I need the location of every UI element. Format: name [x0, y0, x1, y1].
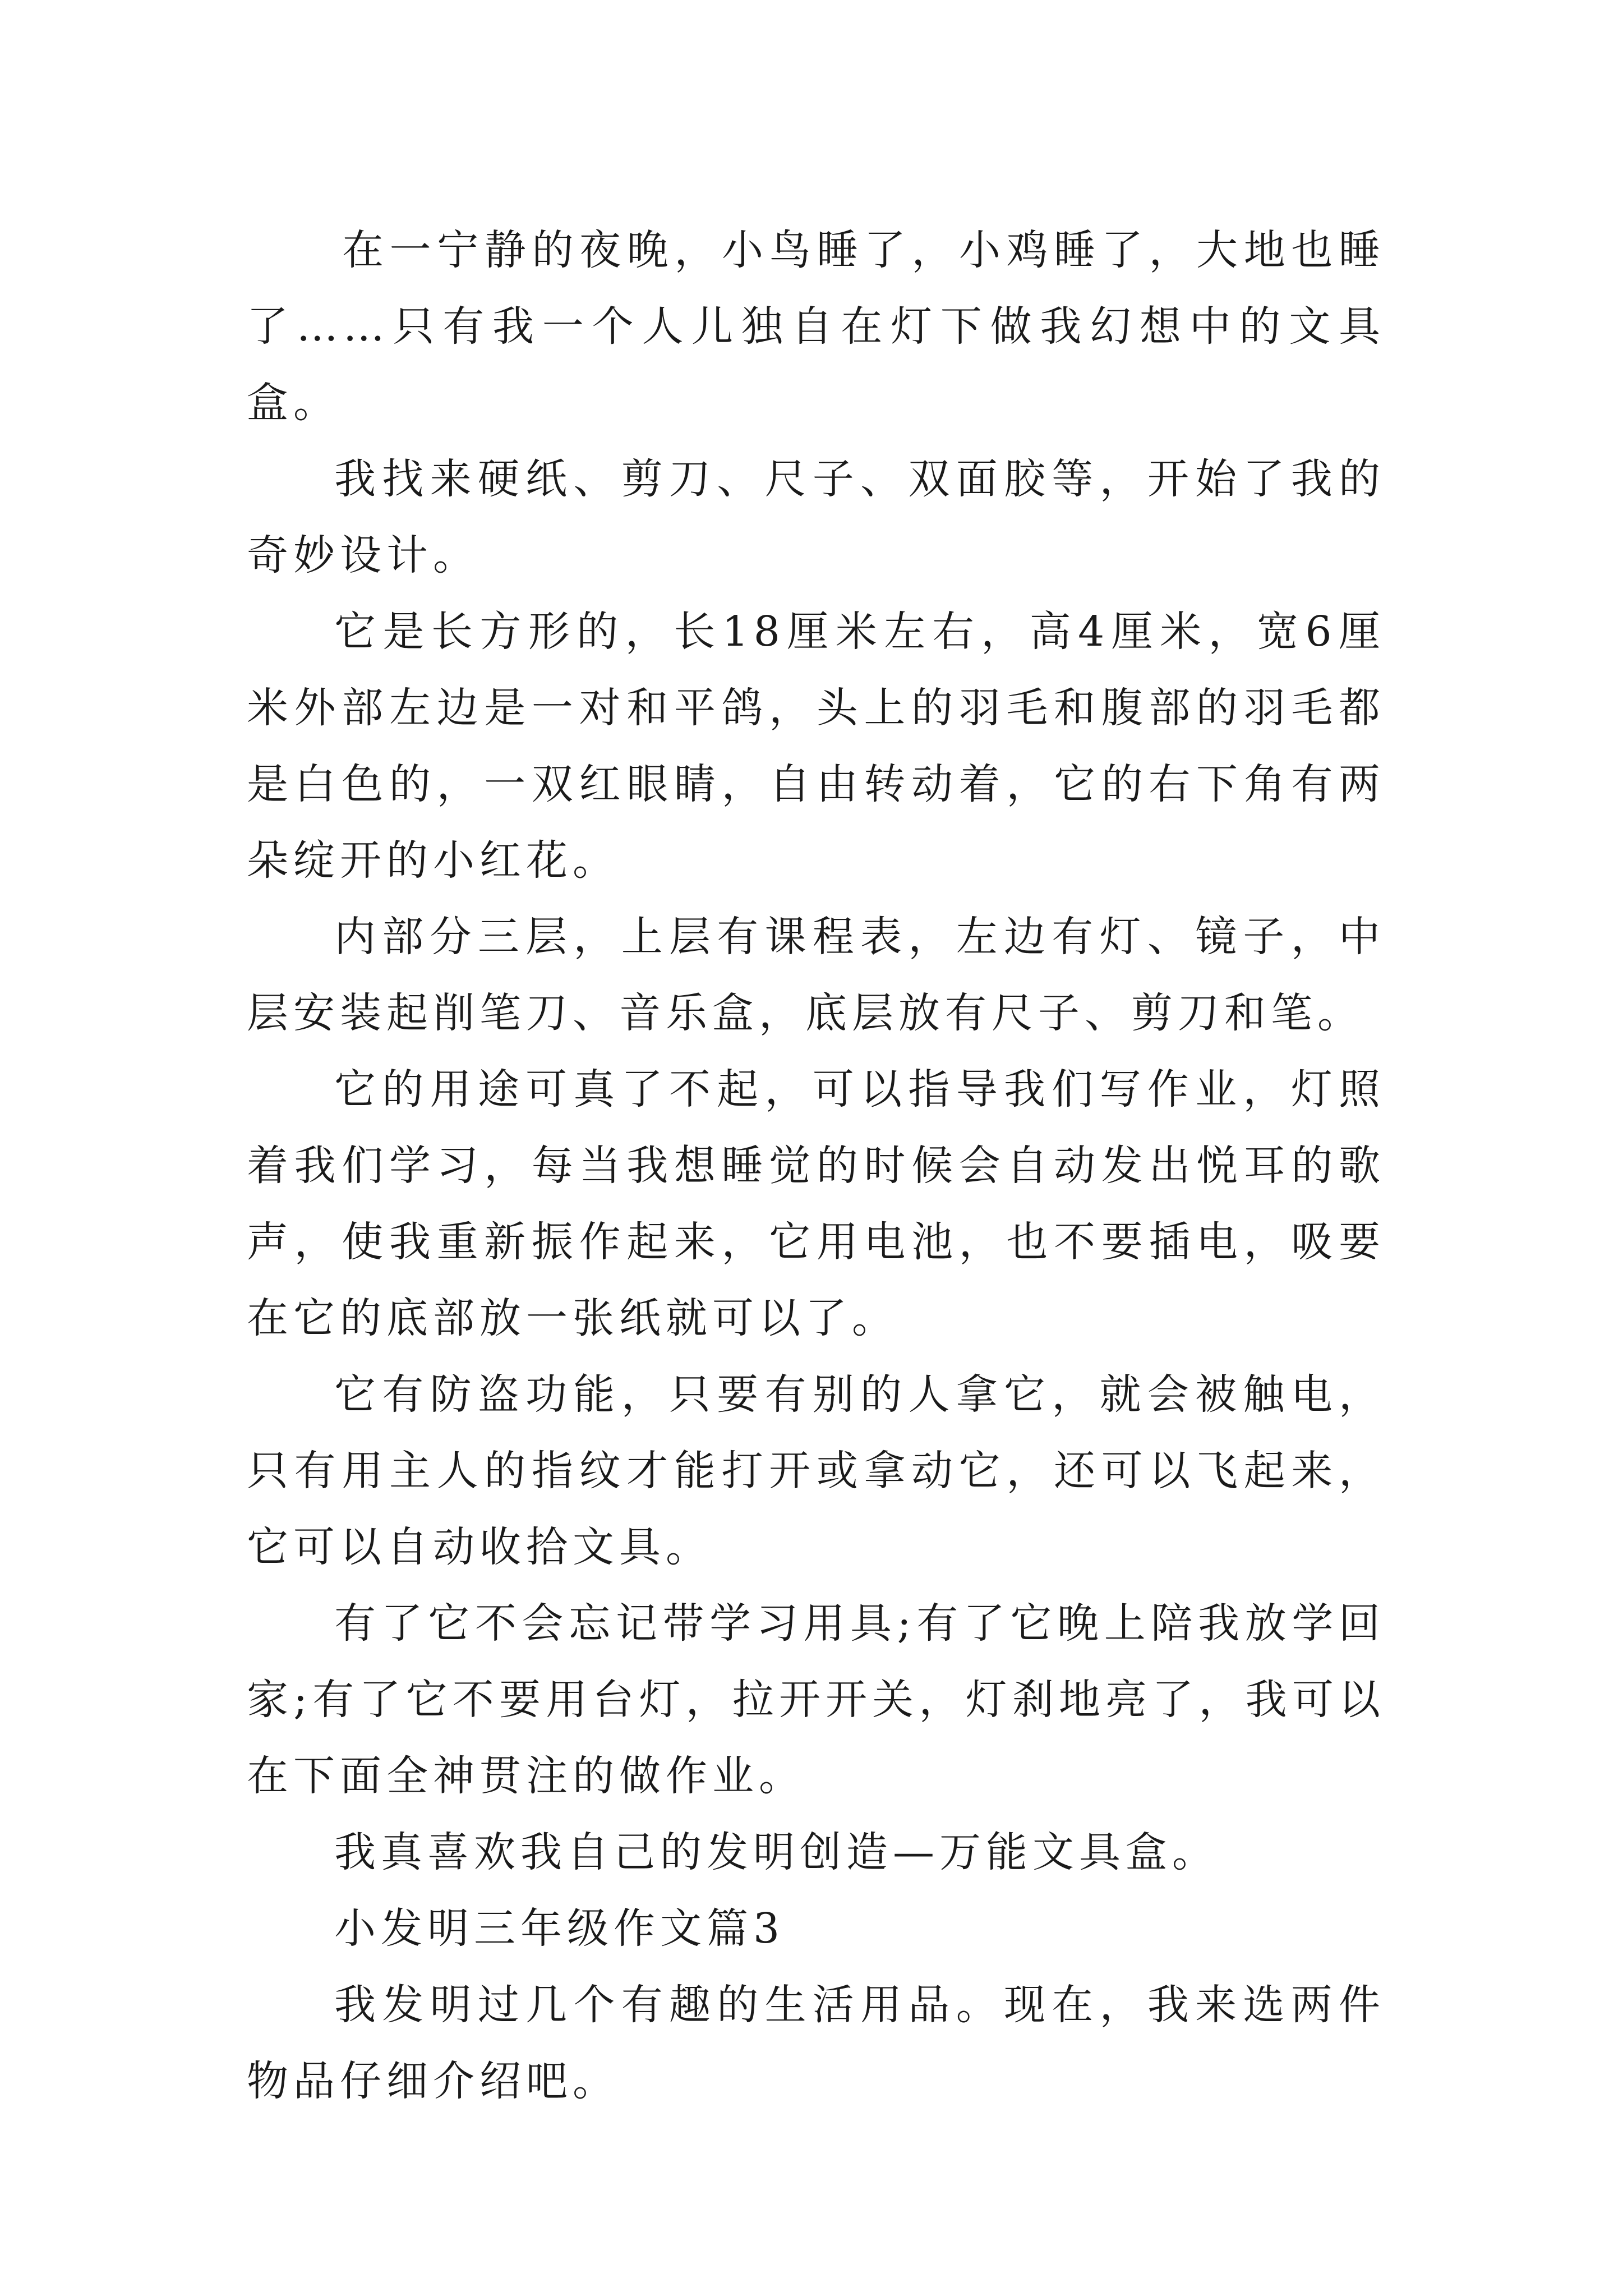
paragraph-4: 内部分三层，上层有课程表，左边有灯、镜子，中层安装起削笔刀、音乐盒，底层放有尺子、剪刀和笔。 [247, 913, 1385, 1037]
paragraph-3: 它是长方形的，长18厘米左右，高4厘米，宽6厘米外部左边是一对和平鸽，头上的羽毛和腹部的羽毛都是白色的，一双红眼睛，自由转动着，它的右下角有两朵绽开的小红花。 [247, 608, 1385, 885]
paragraph-6: 它有防盗功能，只要有别的人拿它，就会被触电，只有用主人的指纹才能打开或拿动它，还可以飞起来，它可以自动收拾文具。 [247, 1370, 1385, 1571]
document-body [247, 212, 1385, 2119]
paragraph-8: 我真喜欢我自己的发明创造—万能文具盒。 [334, 1828, 1219, 1876]
paragraph-10: 我发明过几个有趣的生活用品。现在，我来选两件物品仔细介绍吧。 [247, 1981, 1385, 2105]
paragraph-5: 它的用途可真了不起，可以指导我们写作业，灯照着我们学习，每当我想睡觉的时候会自动发出悦耳的歌声，使我重新振作起来，它用电池，也不要插电，吸要在它的底部放一张纸就可以了。 [247, 1065, 1385, 1342]
paragraph-2: 我找来硬纸、剪刀、尺子、双面胶等，开始了我的奇妙设计。 [247, 455, 1385, 579]
section-heading: 小发明三年级作文篇3 [334, 1904, 785, 1953]
paragraph-1: 在一宁静的夜晚，小鸟睡了，小鸡睡了，大地也睡了……只有我一个人儿独自在灯下做我幻想中的文具盒。 [247, 226, 1385, 427]
paragraph-7: 有了它不会忘记带学习用具;有了它晚上陪我放学回家;有了它不要用台灯，拉开开关，灯刹地亮了，我可以在下面全神贯注的做作业。 [247, 1599, 1385, 1800]
